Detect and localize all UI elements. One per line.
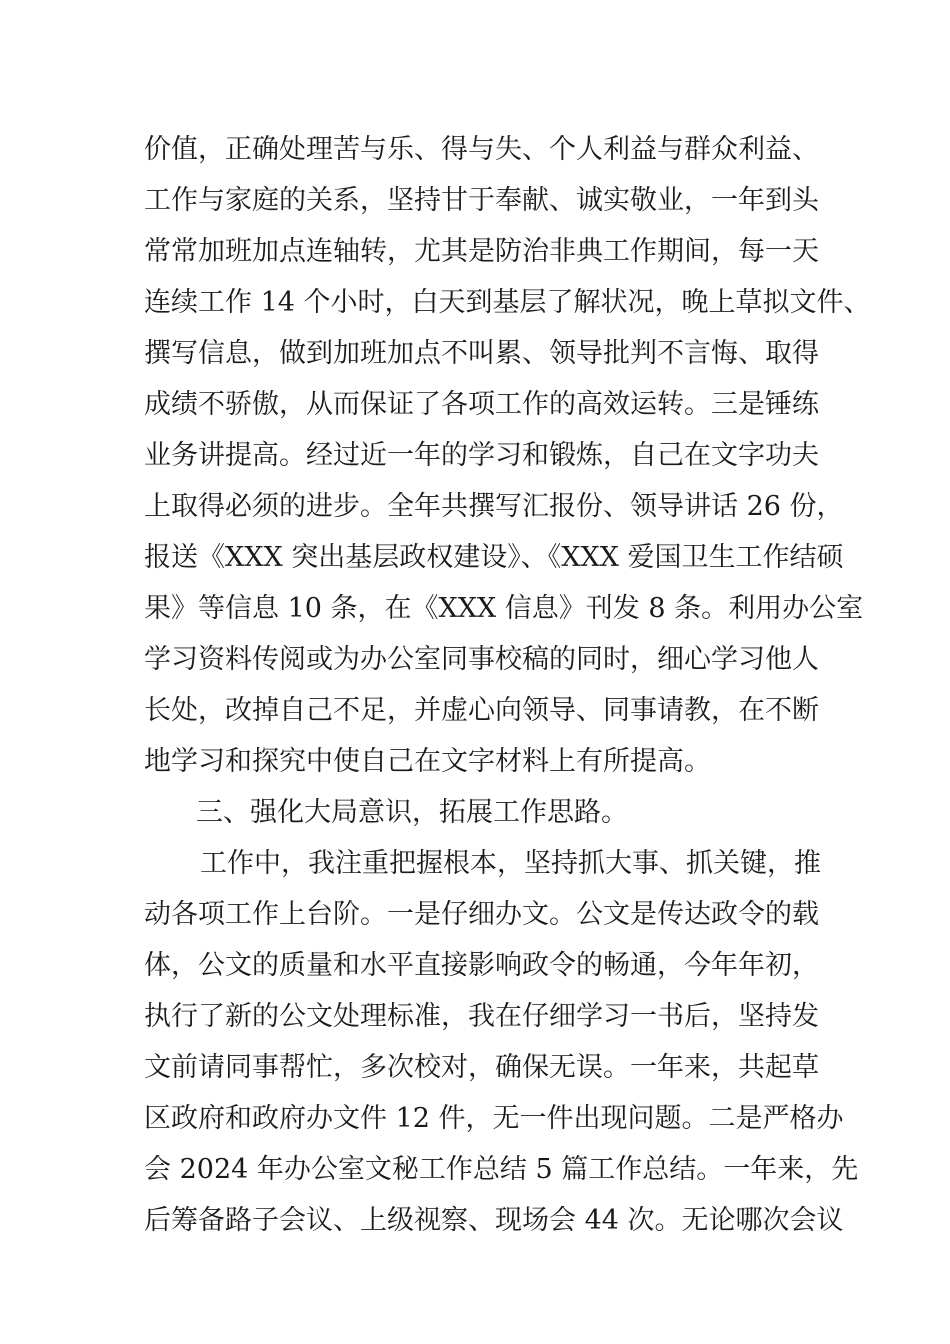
text-line: 后筹备路子会议、上级视察、现场会 44 次。无论哪次会议 xyxy=(144,1205,844,1236)
text-line: 学习资料传阅或为办公室同事校稿的同时，细心学习他人 xyxy=(144,644,819,675)
text-line: 工作与家庭的关系，坚持甘于奉献、诚实敬业，一年到头 xyxy=(144,185,819,216)
text-line: 体，公文的质量和水平直接影响政令的畅通，今年年初， xyxy=(144,950,819,981)
text-line: 上取得必须的进步。全年共撰写汇报份、领导讲话 26 份， xyxy=(144,491,844,522)
text-line: 果》等信息 10 条，在《XXX 信息》刊发 8 条。利用办公室 xyxy=(144,593,864,624)
text-line: 区政府和政府办文件 12 件，无一件出现问题。二是严格办 xyxy=(144,1103,844,1134)
section-heading: 三、强化大局意识，拓展工作思路。 xyxy=(196,797,628,828)
text-line: 工作中，我注重把握根本，坚持抓大事、抓关键，推 xyxy=(200,848,821,879)
text-line: 业务讲提高。经过近一年的学习和锻炼，自己在文字功夫 xyxy=(144,440,819,471)
text-line: 动各项工作上台阶。一是仔细办文。公文是传达政令的载 xyxy=(144,899,819,930)
text-line: 常常加班加点连轴转，尤其是防治非典工作期间，每一天 xyxy=(144,236,819,267)
text-line: 文前请同事帮忙，多次校对，确保无误。一年来，共起草 xyxy=(144,1052,819,1083)
text-line: 连续工作 14 个小时，白天到基层了解状况，晚上草拟文件、 xyxy=(144,287,871,318)
text-line: 撰写信息，做到加班加点不叫累、领导批判不言悔、取得 xyxy=(144,338,819,369)
text-line: 长处，改掉自己不足，并虚心向领导、同事请教，在不断 xyxy=(144,695,819,726)
text-line: 执行了新的公文处理标准，我在仔细学习一书后，坚持发 xyxy=(144,1001,819,1032)
text-line: 地学习和探究中使自己在文字材料上有所提高。 xyxy=(144,746,711,777)
text-line: 会 2024 年办公室文秘工作总结 5 篇工作总结。一年来，先 xyxy=(144,1154,859,1185)
text-line: 价值，正确处理苦与乐、得与失、个人利益与群众利益、 xyxy=(144,134,819,165)
text-line: 报送《XXX 突出基层政权建设》、《XXX 爱国卫生工作结硕 xyxy=(144,542,844,573)
text-line: 成绩不骄傲，从而保证了各项工作的高效运转。三是锤练 xyxy=(144,389,819,420)
